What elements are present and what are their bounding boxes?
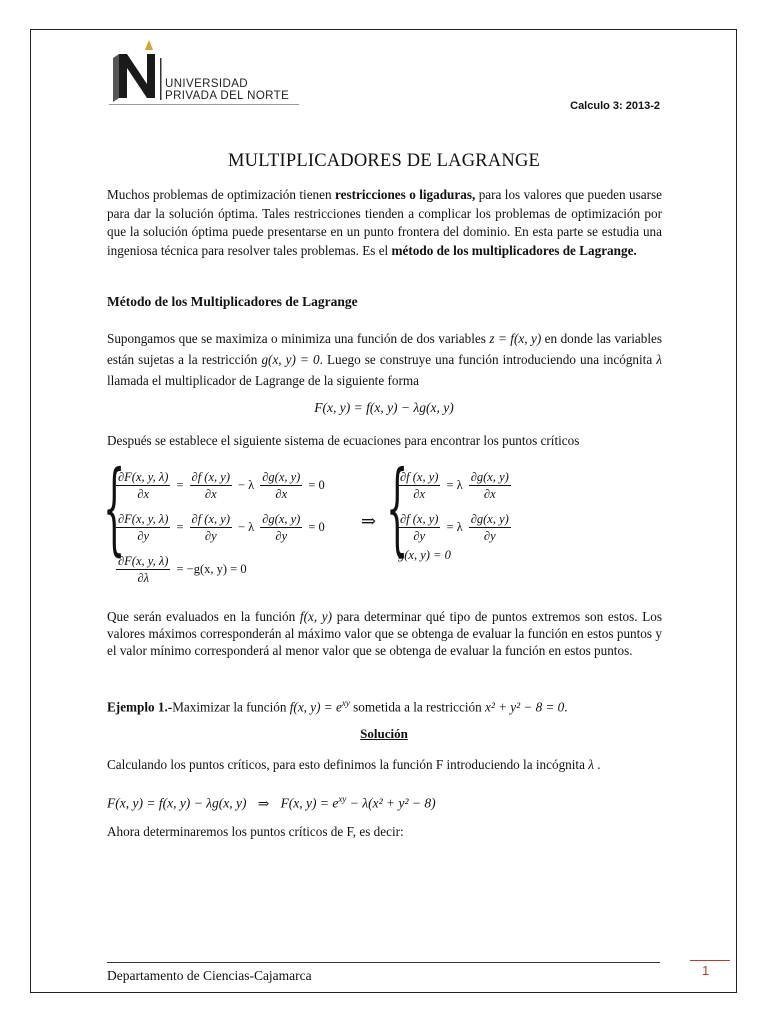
solution-text-1: Calculando los puntos críticos, para esto definimos la función F introduciendo la incógnita [107, 757, 589, 772]
method-math-3: λ [656, 352, 663, 367]
page-number-line [690, 960, 730, 961]
solution-eq-b: F(x, y) = e [280, 795, 339, 811]
method-math-1: z = f(x, y) [489, 331, 542, 346]
intro-paragraph [107, 186, 662, 260]
right-system-row-3: g(x, y) = 0 [398, 548, 451, 562]
intro-bold-1: restricciones o ligaduras, [335, 187, 476, 202]
page-number: 1 [702, 963, 710, 978]
method-math-2: g(x, y) = 0 [261, 352, 320, 367]
intro-text-2: para los valores que pueden usarse para dar la solución óptima. Tales restricciones tienden a complicar los problemas de optimización por que la solución óptima puede presentarse en un punto frontera del dominio. En esta parte se estudia una ingeniosa técnica para resolver tales problemas. Es el [107, 187, 662, 258]
logo-underline [109, 104, 299, 105]
footer-department: Departamento de Ciencias-Cajamarca [107, 968, 312, 983]
left-system-row-2: $\frac{\partial F(x, y, \lambda)}{\partial y}$ = $\frac{\partial f (x, y)}{\partial y}$ − λ $\frac{\partial g(x, y)}{\partial y}$ = 0 [118, 511, 325, 543]
intro-text-1: Muchos problemas de optimización tienen [107, 187, 335, 202]
left-system-row-1: $\frac{\partial F(x, y, \lambda)}{\partial x}$ = $\frac{\partial f (x, y)}{\partial x}$ − λ $\frac{\partial g(x, y)}{\partial x}$ = 0 [118, 469, 325, 501]
example-exponent: xy [341, 698, 350, 708]
example-text-1: Maximizar la función [172, 699, 290, 715]
left-system-row-3: $\frac{\partial F(x, y, \lambda)}{\partial\lambda}$ = −g(x, y) = 0 [118, 553, 247, 585]
evaluation-text-1: Que serán evaluados en la función [107, 609, 300, 624]
method-text-4: llamada el multiplicador de Lagrange de la siguiente forma [107, 373, 419, 388]
closing-text: Ahora determinaremos los puntos críticos de F, es decir: [107, 824, 404, 839]
section-heading: Método de los Multiplicadores de Lagrange [107, 294, 358, 309]
logo-line-1: UNIVERSIDAD [165, 78, 248, 90]
example-function: f(x, y) = e [289, 699, 342, 715]
method-text-1: Supongamos que se maximiza o minimiza una función de dos variables [107, 331, 490, 346]
right-system-row-2: $\frac{\partial f (x, y)}{\partial y}$ = λ $\frac{\partial g(x, y)}{\partial y}$ [400, 511, 509, 543]
solution-eq-a: F(x, y) = f(x, y) − λg(x, y) [107, 795, 247, 811]
course-label: Calculo 3: 2013-2 [570, 100, 660, 112]
evaluation-math: f(x, y) [299, 609, 333, 624]
logo-line-2: PRIVADA DEL NORTE [165, 90, 290, 102]
solution-equation [107, 790, 662, 813]
right-equation-system [398, 464, 511, 574]
example-constraint: x² + y² − 8 = 0 [484, 699, 565, 715]
right-system-brace: { [386, 449, 409, 566]
solution-heading: Solución [360, 726, 408, 741]
lagrange-function-equation: F(x, y) = f(x, y) − λg(x, y) [314, 400, 454, 415]
footer-divider [107, 962, 660, 963]
logo-n-icon [119, 54, 155, 98]
left-equation-system [116, 464, 327, 590]
solution-lambda: λ [588, 757, 594, 772]
intro-bold-2: método de los multiplicadores de Lagrange. [391, 242, 637, 258]
solution-text-2: . [593, 757, 601, 772]
solution-eq-b-rest: − λ(x² + y² − 8) [346, 795, 436, 811]
logo-flame-icon [145, 40, 153, 50]
implies-arrow: ⇒ [361, 511, 377, 531]
example-label: Ejemplo 1.- [107, 699, 173, 715]
right-system-row-1: $\frac{\partial f (x, y)}{\partial x}$ = λ $\frac{\partial g(x, y)}{\partial x}$ [400, 469, 509, 501]
page-title: MULTIPLICADORES DE LAGRANGE [227, 151, 541, 171]
example-text-2: sometida a la restricción [349, 699, 485, 715]
evaluation-paragraph [107, 608, 662, 659]
left-system-brace: { [103, 449, 126, 566]
solution-intro [107, 756, 662, 775]
logo-text [165, 78, 289, 102]
example-text-3: . [564, 699, 568, 715]
solution-eq-b-exponent: xy [338, 794, 347, 804]
evaluation-text-2: para determinar qué tipo de puntos extremos son estos. Los valores máximos corresponderán al máximo valor que se obtenga de evaluar la función en estos puntos y el valor mínimo corresponderá al menor valor que se obtenga de evaluar la función en estos puntos. [107, 609, 663, 658]
solution-arrow: ⇒ [257, 795, 270, 811]
example-statement [107, 694, 662, 717]
method-text-3: . Luego se construye una función introduciendo una incógnita [319, 352, 657, 367]
method-paragraph [107, 328, 662, 391]
method-text-2: en donde las variables están sujetas a la restricción [107, 331, 662, 367]
system-intro: Después se establece el siguiente sistema de ecuaciones para encontrar los puntos críticos [107, 433, 580, 448]
